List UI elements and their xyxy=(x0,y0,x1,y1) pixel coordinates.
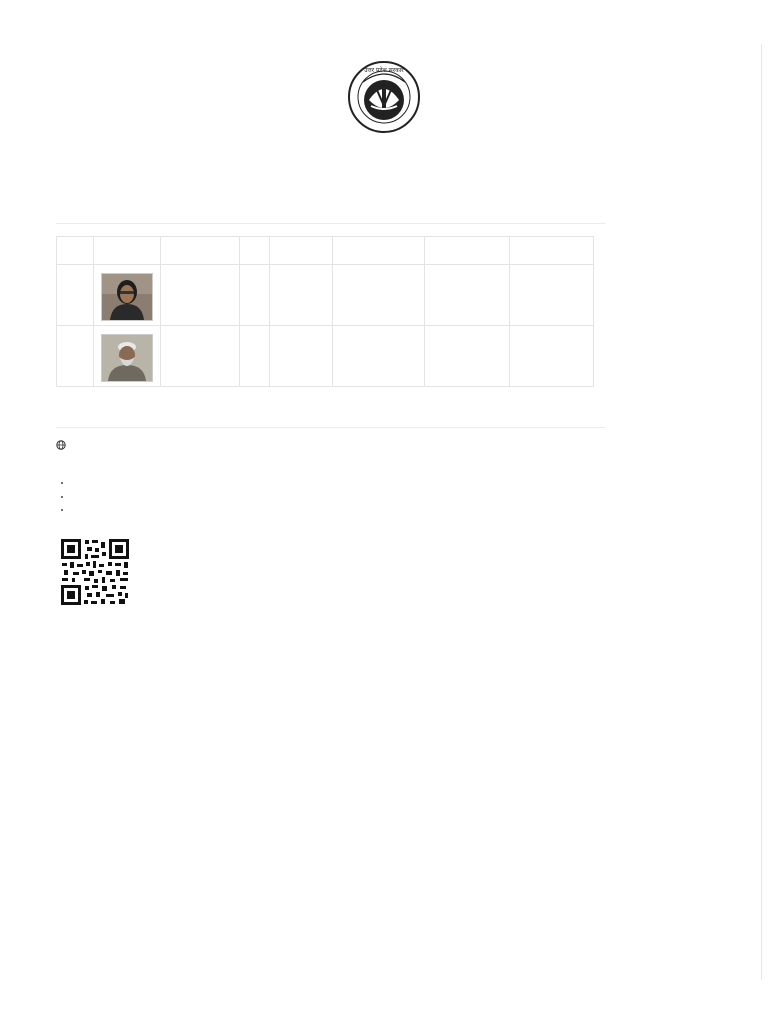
cell-sno xyxy=(57,265,94,326)
residence-divider xyxy=(56,427,606,428)
column-header-father-name xyxy=(333,237,425,265)
cell-relation xyxy=(424,265,510,326)
cell-name xyxy=(160,265,239,326)
cell-dob xyxy=(270,265,333,326)
cell-photo xyxy=(93,265,160,326)
notes-list xyxy=(58,476,72,517)
member-photo-woman xyxy=(101,273,153,321)
column-header-aadhaar xyxy=(510,237,594,265)
document-header xyxy=(0,60,768,140)
qr-code-icon xyxy=(60,538,130,606)
column-header-relation xyxy=(424,237,510,265)
members-divider xyxy=(56,223,606,224)
column-header-gender xyxy=(239,237,270,265)
members-table xyxy=(56,236,594,387)
residence-address-line xyxy=(56,440,70,453)
column-header-photo xyxy=(93,237,160,265)
cell-gender xyxy=(239,265,270,326)
cell-father-name xyxy=(333,326,425,387)
table-row xyxy=(57,265,594,326)
cell-aadhaar xyxy=(510,326,594,387)
cell-relation xyxy=(424,326,510,387)
column-header-dob xyxy=(270,237,333,265)
table-header-row xyxy=(57,237,594,265)
member-photo-man xyxy=(101,334,153,382)
column-header-name xyxy=(160,237,239,265)
cell-gender xyxy=(239,326,270,387)
page-edge-rule xyxy=(761,44,762,980)
cell-sno xyxy=(57,326,94,387)
svg-text:उत्तर प्रदेश सरकार: उत्तर प्रदेश सरकार xyxy=(364,67,404,74)
cell-aadhaar xyxy=(510,265,594,326)
globe-icon xyxy=(56,440,66,450)
cell-name xyxy=(160,326,239,387)
cell-father-name xyxy=(333,265,425,326)
up-government-emblem-icon xyxy=(347,60,421,134)
table-row xyxy=(57,326,594,387)
column-header-sno xyxy=(57,237,94,265)
cell-dob xyxy=(270,326,333,387)
cell-photo xyxy=(93,326,160,387)
